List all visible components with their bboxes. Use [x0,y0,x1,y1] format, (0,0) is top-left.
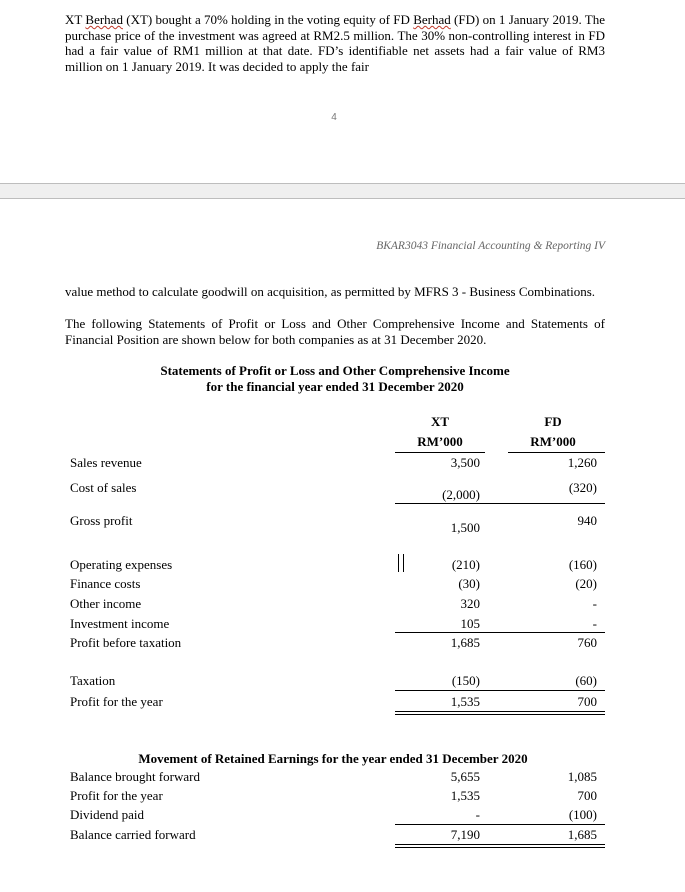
row-label: Cost of sales [70,480,137,495]
movement-row-label: Balance brought forward [70,769,200,784]
row-value-fd: 700 [577,694,597,709]
header-underline-xt [395,452,485,453]
row-label: Gross profit [70,513,133,528]
row-value-xt: 1,500 [450,520,480,535]
row-label: Profit for the year [70,694,163,709]
unit-header-xt: RM’000 [417,434,463,449]
header-underline-fd [508,452,605,453]
intro-paragraph-statements: The following Statements of Profit or Loss and Other Comprehensive Income and Statements of Financial Position are shown below for both companies as at 31 December 2020. [65,316,605,347]
row-value-xt: (2,000) [442,487,480,502]
spellcheck-word: Berhad [413,12,451,27]
movement-value-xt: 7,190 [450,827,480,842]
row-label: Investment income [70,616,170,631]
movement-value-fd: (100) [568,807,597,822]
column-header-xt: XT [430,414,450,429]
page-number: 4 [331,112,337,123]
total-double-line [395,711,605,712]
statement-subtitle: for the financial year ended 31 December 2020 [206,379,464,394]
row-value-xt: 3,500 [450,455,480,470]
row-value-fd: (20) [575,576,597,591]
subtotal-line [395,632,605,633]
row-label: Taxation [70,673,116,688]
row-value-fd: - [592,616,597,631]
row-value-fd: 940 [577,513,597,528]
movement-title: Movement of Retained Earnings for the year ended 31 December 2020 [138,751,528,766]
movement-row-label: Balance carried forward [70,827,196,842]
row-value-fd: (60) [575,673,597,688]
row-value-xt: 1,685 [450,635,480,650]
row-value-xt: (30) [458,576,480,591]
movement-value-xt: 5,655 [450,769,480,784]
movement-value-xt: 1,535 [450,788,480,803]
total-double-line [395,844,605,845]
row-value-xt: 320 [460,596,480,611]
row-value-xt: (150) [451,673,480,688]
column-header-fd: FD [544,414,562,429]
row-label: Profit before taxation [70,635,182,650]
row-value-xt: (210) [451,557,480,572]
row-value-fd: - [592,596,597,611]
movement-row-label: Dividend paid [70,807,145,822]
unit-header-fd: RM’000 [530,434,576,449]
spellcheck-word: Berhad [85,12,123,27]
row-value-xt: 1,535 [450,694,480,709]
total-double-line [395,847,605,848]
movement-value-fd: 700 [577,788,597,803]
movement-value-fd: 1,685 [567,827,597,842]
movement-value-fd: 1,085 [567,769,597,784]
row-label: Finance costs [70,576,141,591]
subtotal-line [395,690,605,691]
row-label: Operating expenses [70,557,173,572]
subtotal-line [395,824,605,825]
page-header: BKAR3043 Financial Accounting & Reporting IV [376,240,605,252]
row-value-fd: 760 [577,635,597,650]
statement-title: Statements of Profit or Loss and Other Comprehensive Income [160,363,510,378]
movement-value-xt: - [475,807,480,822]
intro-paragraph-top: XT Berhad (XT) bought a 70% holding in the voting equity of FD Berhad (FD) on 1 January 2019. The purchase price of the investment was agreed at RM2.5 million. The 30% non-controlling interest in FD had a fair value of RM1 million at that date. FD’s identifiable net assets had a fair value of RM3 million on 1 January 2019. It was decided to apply the fair [65,12,605,74]
row-value-fd: 1,260 [567,455,597,470]
row-label: Other income [70,596,142,611]
subtotal-line [395,503,605,504]
row-value-xt: 105 [460,616,480,631]
intro-paragraph-continued: value method to calculate goodwill on acquisition, as permitted by MFRS 3 - Business Combinations. [65,284,596,299]
row-value-fd: (320) [568,480,597,495]
row-value-fd: (160) [568,557,597,572]
movement-row-label: Profit for the year [70,788,163,803]
page-break-gap [0,183,685,199]
total-double-line [395,714,605,715]
row-label: Sales revenue [70,455,142,470]
